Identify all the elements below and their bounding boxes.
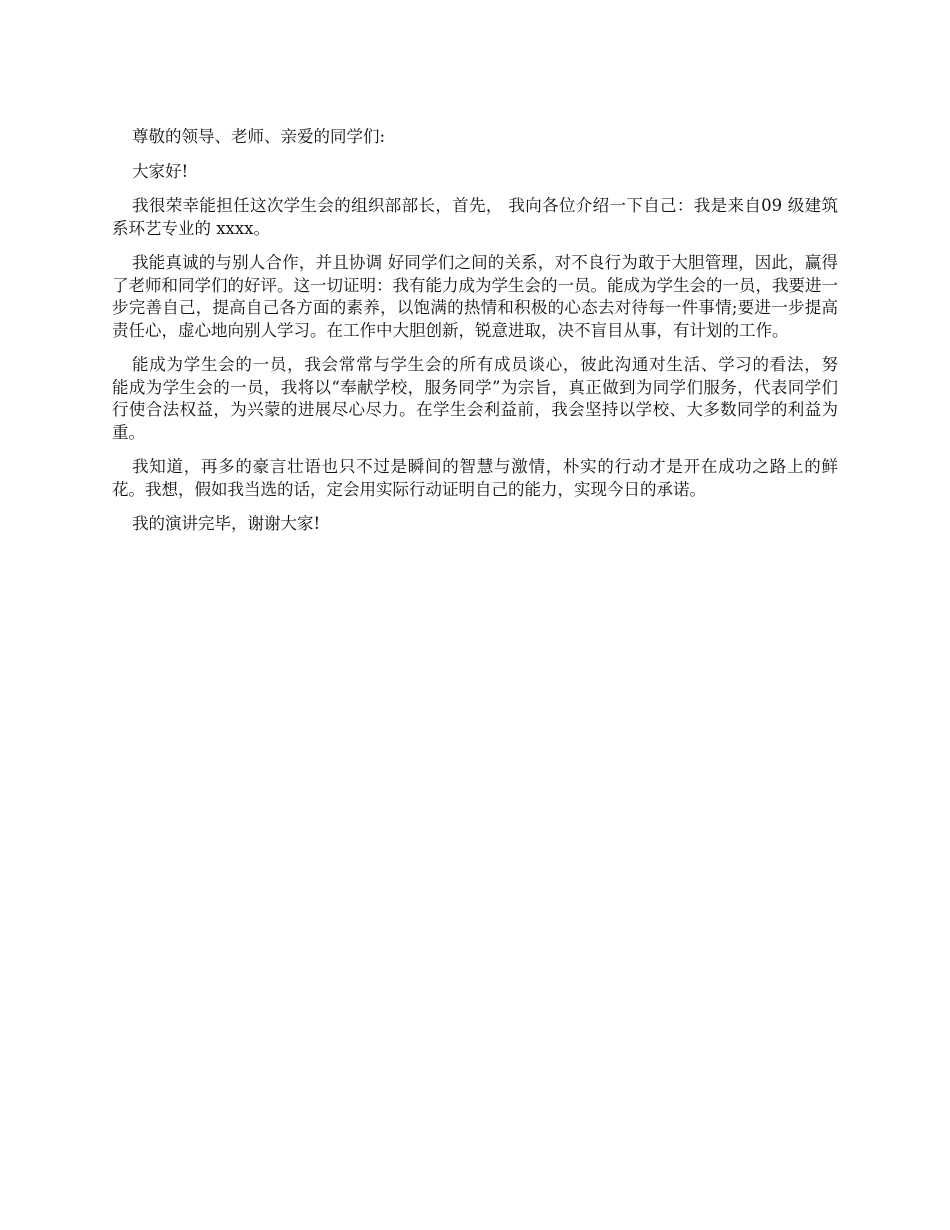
- greeting: 大家好!: [132, 161, 189, 181]
- salutation: 尊敬的领导、老师、亲爱的同学们:: [132, 127, 386, 146]
- paragraph-action: 我知道，再多的豪言壮语也只不过是瞬间的智慧与激情，朴实的行动才是开在成功之路上的鲜花。我想，假如我当选的话，定会用实际行动证明自己的能力，实现今日的承诺。: [112, 457, 838, 499]
- paragraph-commitment: 能成为学生会的一员，我会常常与学生会的所有成员谈心，彼此沟通对生活、学习的看法，努 能成为学生会的一员，我将以“奉献学校，服务同学”为宗旨，真正做到为同学们服务，代表同学们行使合法权益，为兴蒙的进展尽心尽力。在学生会利益前，我会坚持以学校、大多数同学的利益为重。: [112, 355, 870, 442]
- document-body: [112, 126, 870, 548]
- closing: 我的演讲完毕，谢谢大家!: [132, 514, 321, 533]
- paragraph-cooperation: 我能真诚的与别人合作，并且协调 好同学们之间的关系，对不良行为敢于大胆管理，因此，赢得了老师和同学们的好评。这一切证明：我有能力成为学生会的一员。能成为学生会的一员，我要进一步完善自己，提高自己各方面的素养，以饱满的热情和积极的心态去对待每一件事情;要进一步提高责任心，虚心地向别人学习。在工作中大胆创新，锐意进取，决不盲目从事，有计划的工作。: [112, 253, 838, 340]
- paragraph-introduction: 我很荣幸能担任这次学生会的组织部部长，首先， 我向各位介绍一下自己：我是来自09 级建筑系环艺专业的 xxxx。: [112, 196, 838, 238]
